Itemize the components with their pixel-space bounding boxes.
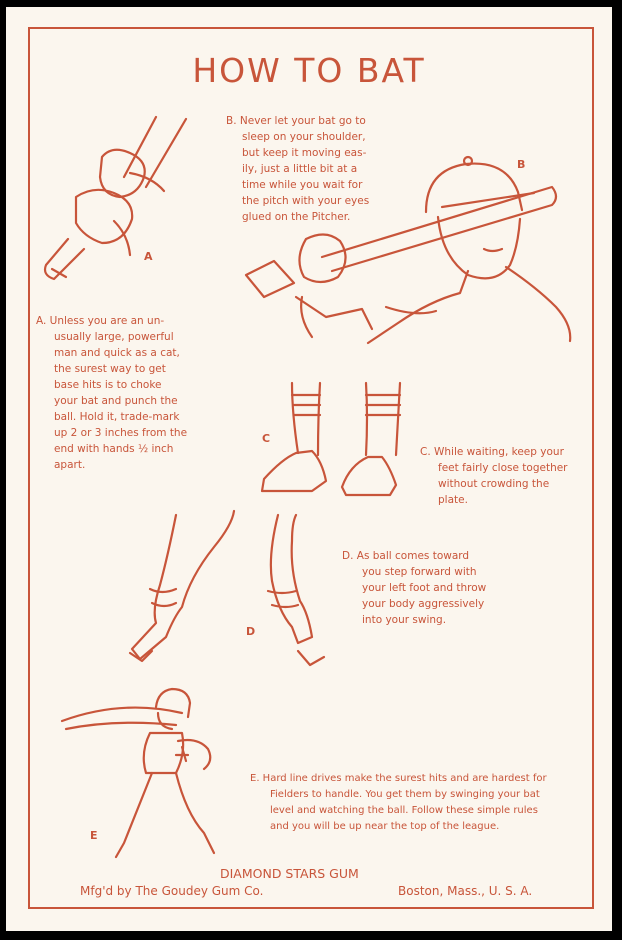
instruction-b: B. Never let your bat go to sleep on your shoulder, but keep it moving eas- ily, just a little bit at a time while you wait for the pitch with your eyes glued on the Pitcher.	[226, 115, 370, 223]
instruction-a: A. Unless you are an un- usually large, powerful man and quick as a cat, the surest way to get base hits is to choke your bat and punch the ball. Hold it, trade-mark up 2 or 3 inches from the end with hands ½ inch apart.	[36, 315, 188, 471]
instruction-c: C. While waiting, keep your feet fairly close together without crowding the plate.	[420, 446, 568, 506]
instruction-d: D. As ball comes toward you step forward with your left foot and throw your body aggressively into your swing.	[342, 550, 487, 626]
full-swing-illustration	[62, 689, 214, 857]
figure-label-b: B	[517, 158, 526, 171]
instruction-e: E. Hard line drives make the surest hits and are hardest for Fielders to handle. You get them by swinging your bat level and watching the ball. Follow these simple rules and you will be up near the top of the league.	[250, 773, 547, 832]
figure-label-e: E	[90, 829, 98, 842]
manufacturer: Mfg'd by The Goudey Gum Co.	[80, 884, 264, 898]
location: Boston, Mass., U. S. A.	[398, 884, 533, 898]
grip-hands-illustration	[45, 117, 186, 279]
figure-label-a: A	[144, 250, 153, 263]
page-title: HOW TO BAT	[192, 51, 426, 90]
figure-label-c: C	[262, 432, 271, 445]
feet-stance-illustration	[262, 383, 400, 495]
figure-label-d: D	[246, 625, 256, 638]
stepping-legs-illustration	[130, 511, 324, 665]
brand-name: DIAMOND STARS GUM	[220, 866, 359, 881]
card	[6, 7, 612, 931]
